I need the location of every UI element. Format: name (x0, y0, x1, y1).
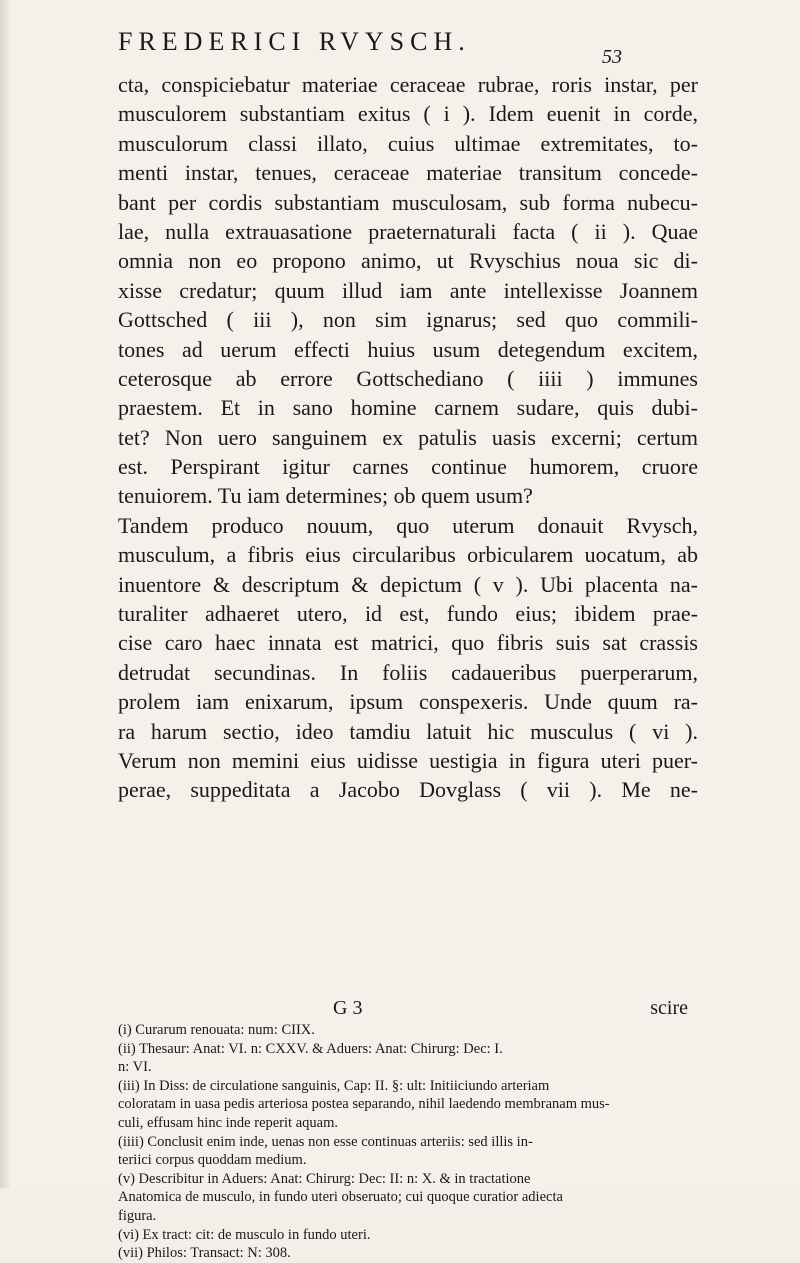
footnote-line: figura. (118, 1207, 157, 1224)
footnote-line: culi, effusam hinc inde reperit aquam. (118, 1114, 338, 1131)
text-line: cta, conspiciebatur materiae ceraceae rubrae, roris instar, per (118, 72, 698, 97)
page-gutter-shadow (0, 0, 10, 1188)
footnote-line: n: VI. (118, 1059, 152, 1076)
text-line: musculorum classi illato, cuius ultimae extremitates, to- (118, 130, 698, 156)
footnote-line: Anatomica de musculo, in fundo uteri obseruato; cui quoque curatior adiecta (118, 1189, 563, 1206)
footnotes-block (118, 1021, 698, 1263)
text-line: omnia non eo propono animo, ut Rvyschius noua sic di- (118, 248, 698, 274)
text-line: Verum non memini eius uidisse uestigia in figura uteri puer- (118, 747, 698, 773)
text-line: Tandem produco nouum, quo uterum donauit Rvysch, (118, 512, 698, 538)
text-line: menti instar, tenues, ceraceae materiae transitum concede- (118, 160, 698, 186)
text-line: prolem iam enixarum, ipsum conspexeris. Unde quum ra- (118, 689, 698, 715)
text-line: xisse credatur; quum illud iam ante intellexisse Joannem (118, 277, 698, 303)
running-header (118, 27, 678, 61)
footnote-line: (iii) In Diss: de circulatione sanguinis, Cap: II. §: ult: Initiiciundo arteriam (118, 1077, 550, 1094)
text-line: est. Perspirant igitur carnes continue humorem, cruore (118, 454, 698, 480)
text-line: inuentore & descriptum & depictum ( v ). Ubi placenta na- (118, 571, 698, 597)
text-line: ceterosque ab errore Gottschediano ( iiii ) immunes (118, 365, 698, 391)
text-line: perae, suppeditata a Jacobo Dovglass ( vii ). Me ne- (118, 777, 698, 803)
footnote-line: (iiii) Conclusit enim inde, uenas non esse continuas arteriis: sed illis in- (118, 1133, 533, 1150)
catchword: scire (650, 997, 688, 1019)
text-line: bant per cordis substantiam musculosam, sub forma nubecu- (118, 189, 698, 215)
signature-row (118, 997, 698, 1021)
text-line: ra harum sectio, ideo tamdiu latuit hic musculus ( vi ). (118, 718, 698, 744)
main-text-block (118, 70, 698, 805)
text-line: Gottsched ( iii ), non sim ignarus; sed quo commili- (118, 307, 698, 333)
footnote-line: coloratam in uasa pedis arteriosa postea separando, nihil laedendo membranam mus- (118, 1096, 610, 1113)
text-line: musculorem substantiam exitus ( i ). Idem euenit in corde, (118, 101, 698, 127)
text-line: musculum, a fibris eius circularibus orbicularem uocatum, ab (118, 542, 698, 568)
text-line: lae, nulla extrauasatione praeternaturali facta ( ii ). Quae (118, 218, 698, 244)
footnote-line: (v) Describitur in Aduers: Anat: Chirurg: Dec: II: n: X. & in tractatione (118, 1170, 531, 1187)
text-line: tet? Non uero sanguinem ex patulis uasis excerni; certum (118, 424, 698, 450)
signature-mark: G 3 (333, 997, 363, 1019)
text-line: tenuiorem. Tu iam determines; ob quem usum? (118, 483, 533, 509)
text-line: tones ad uerum effecti huius usum detegendum excitem, (118, 336, 698, 362)
running-title: FREDERICI RVYSCH. (118, 27, 471, 56)
text-line: praestem. Et in sano homine carnem sudare, quis dubi- (118, 395, 698, 421)
text-line: cise caro haec innata est matrici, quo fibris suis sat crassis (118, 630, 698, 656)
footnote-line: (vii) Philos: Transact: N: 308. (118, 1245, 291, 1262)
footnote-line: (ii) Thesaur: Anat: VI. n: CXXV. & Aduers: Anat: Chirurg: Dec: I. (118, 1040, 503, 1057)
text-line: turaliter adhaeret utero, id est, fundo eius; ibidem prae- (118, 601, 698, 627)
text-line: detrudat secundinas. In foliis cadaueribus puerperarum, (118, 659, 698, 685)
footnote-line: teriici corpus quoddam medium. (118, 1152, 307, 1169)
footnote-line: (i) Curarum renouata: num: CIIX. (118, 1022, 315, 1038)
page-number: 53 (602, 46, 622, 68)
footnote-line: (vi) Ex tract: cit: de musculo in fundo uteri. (118, 1226, 371, 1243)
